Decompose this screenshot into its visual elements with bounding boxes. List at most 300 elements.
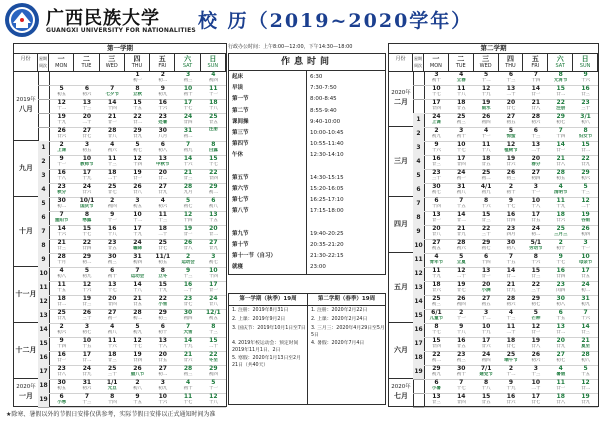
- lunar-label: 廿二: [132, 120, 142, 125]
- day-cell: [125, 127, 150, 141]
- day-cell: [100, 365, 125, 379]
- day-number: 4: [459, 71, 464, 78]
- lunar-label: 初八: [57, 274, 67, 279]
- lunar-label: 初二: [132, 316, 142, 321]
- lunar-label: 初八: [581, 358, 591, 363]
- month-label: [389, 71, 413, 127]
- lunar-label: 十三: [208, 330, 218, 335]
- lunar-label: 初六: [107, 148, 117, 153]
- lunar-label: 小雪: [158, 302, 168, 307]
- day-number: 17: [481, 337, 491, 344]
- day-number: 22: [481, 225, 491, 232]
- week-number: [38, 85, 49, 100]
- schedule-row: [229, 240, 385, 250]
- lunar-label: 十七: [107, 288, 117, 293]
- day-cell: [573, 99, 598, 113]
- semester-info-item: 1. 注册：2020年2月22日: [311, 308, 368, 313]
- week-row: [424, 295, 598, 310]
- lunar-label: 廿五: [581, 274, 591, 279]
- day-number: 20: [209, 225, 218, 232]
- lunar-label: 初六: [82, 386, 92, 391]
- day-number: 28: [133, 309, 142, 316]
- weekday-name-en: THU: [131, 62, 143, 69]
- lunar-label: 廿七: [82, 134, 92, 139]
- day-cell: [150, 281, 175, 295]
- lunar-label: 廿七: [107, 190, 117, 195]
- day-cell: [201, 211, 226, 225]
- day-cell: [548, 267, 573, 281]
- schedule-period: 第六节: [232, 186, 249, 192]
- day-cell: [424, 379, 449, 393]
- schedule-time: 8:55-9:40: [310, 107, 337, 114]
- week-number: 3: [38, 169, 49, 184]
- lunar-label: 初五: [431, 246, 441, 251]
- day-number: 22: [158, 295, 167, 302]
- day-number: 28: [531, 113, 541, 120]
- day-number: 20: [506, 99, 516, 106]
- lunar-label: 初五: [82, 148, 92, 153]
- day-cell: [125, 309, 150, 323]
- weekday-header: [125, 54, 150, 71]
- week-row: [49, 225, 226, 240]
- day-number: 11: [57, 281, 66, 288]
- day-cell: [100, 393, 125, 407]
- day-number: 8: [135, 85, 140, 92]
- day-number: 16: [183, 281, 193, 288]
- day-cell: [100, 239, 125, 253]
- lunar-label: 初十: [183, 92, 193, 97]
- lunar-label: 十六: [183, 162, 193, 167]
- day-number: 10: [82, 337, 92, 344]
- day-number: 12: [481, 85, 491, 92]
- day-cell: [573, 295, 598, 309]
- day-number: 2: [59, 323, 64, 330]
- lunar-label: 廿六: [57, 134, 67, 139]
- day-cell: [523, 127, 548, 141]
- day-cell: [424, 197, 449, 211]
- day-cell: [449, 155, 474, 169]
- day-number: 18: [457, 99, 466, 106]
- lunar-label: 廿七: [456, 288, 466, 293]
- day-cell: [125, 351, 150, 365]
- lunar-label: 初六: [456, 246, 466, 251]
- week-row: [49, 253, 226, 268]
- day-cell: [499, 239, 524, 253]
- lunar-label: 初八: [107, 330, 117, 335]
- day-cell: [523, 183, 548, 197]
- lunar-label: 十五: [132, 400, 142, 405]
- week-row: [49, 239, 226, 254]
- lunar-label: 十七: [183, 106, 193, 111]
- day-cell: [100, 127, 125, 141]
- day-number: 22: [531, 281, 541, 288]
- day-cell: [548, 379, 573, 393]
- day-number: 6: [434, 197, 439, 204]
- day-number: 14: [457, 211, 466, 218]
- week-number: 15: [38, 337, 49, 352]
- day-cell: [449, 253, 474, 267]
- month-name: 二月: [394, 97, 408, 106]
- day-cell: [449, 239, 474, 253]
- header: [0, 0, 610, 40]
- day-number: 30: [108, 253, 117, 260]
- day-cell: [175, 71, 200, 85]
- day-cell: [150, 239, 175, 253]
- day-number: 7: [185, 323, 191, 330]
- lunar-label: 初十: [158, 330, 168, 335]
- lunar-label: 初六: [82, 92, 92, 97]
- weekday-name-en: THU: [505, 62, 516, 69]
- day-number: 15: [209, 155, 218, 162]
- lunar-label: 二十: [506, 330, 516, 335]
- day-cell: [49, 365, 74, 379]
- day-cell: [474, 309, 499, 323]
- lunar-label: 廿九: [57, 316, 67, 321]
- day-cell: [74, 295, 99, 309]
- day-cell: [201, 365, 226, 379]
- day-cell: [424, 71, 449, 85]
- day-number: 31: [82, 379, 92, 386]
- day-number: 15: [133, 99, 142, 106]
- day-cell: [499, 113, 524, 127]
- day-cell: [424, 127, 449, 141]
- day-number: 17: [82, 351, 92, 358]
- lunar-label: 十四: [183, 218, 193, 223]
- day-number: 1: [135, 71, 140, 78]
- day-cell: [548, 253, 573, 267]
- day-number: 18: [108, 169, 117, 176]
- lunar-label: 初四: [456, 302, 466, 307]
- weekday-name-en: WED: [105, 62, 118, 69]
- day-number: 11: [506, 323, 516, 330]
- day-cell: [474, 393, 499, 407]
- day-number: 14: [183, 155, 193, 162]
- lunar-label: 初八: [208, 204, 218, 209]
- lunar-label: 十二: [57, 106, 67, 111]
- lunar-label: 廿九: [132, 134, 142, 139]
- day-number: 10: [531, 197, 541, 204]
- day-number: 16: [581, 85, 590, 92]
- month-name: 一月: [19, 391, 33, 400]
- lunar-label: 廿四: [456, 162, 466, 167]
- day-number: 16: [506, 211, 516, 218]
- lunar-label: 初十: [431, 78, 441, 83]
- day-number: 13: [506, 85, 516, 92]
- day-number: 9: [59, 155, 64, 162]
- lunar-label: 十八: [57, 176, 67, 181]
- day-cell: [125, 253, 150, 267]
- weekday-header: [474, 54, 499, 71]
- lunar-label: 廿四: [431, 106, 441, 111]
- day-number: 28: [581, 351, 590, 358]
- day-cell: [201, 267, 226, 281]
- lunar-label: 初七: [556, 120, 566, 125]
- day-cell: [125, 169, 150, 183]
- day-number: 30: [183, 309, 193, 316]
- month-name: 七月: [394, 391, 408, 400]
- lunar-label: 十九: [481, 330, 491, 335]
- day-number: 26: [133, 183, 142, 190]
- day-number: 2: [110, 197, 115, 204]
- lunar-label: 初四: [107, 204, 117, 209]
- lunar-label: 初九: [82, 274, 92, 279]
- day-number: 21: [457, 225, 466, 232]
- lunar-label: 初三: [183, 372, 193, 377]
- day-number: 7: [459, 379, 464, 386]
- lunar-label: 十三: [82, 400, 92, 405]
- lunar-label: 十二: [132, 218, 142, 223]
- week-number: 19: [413, 365, 424, 380]
- day-number: 11: [556, 197, 565, 204]
- lunar-label: 十九: [57, 120, 67, 125]
- day-number: 29: [481, 239, 491, 246]
- day-number: 15: [556, 85, 565, 92]
- day-cell: [548, 351, 573, 365]
- lunar-label: 初七: [531, 302, 541, 307]
- lunar-label: 十八: [208, 400, 218, 405]
- day-number: 10: [82, 155, 92, 162]
- day-cell: [573, 113, 598, 127]
- lunar-label: 十三: [506, 78, 516, 83]
- day-number: 4: [508, 309, 514, 316]
- week-row: [49, 71, 226, 86]
- lunar-label: 初四: [132, 260, 142, 265]
- schedule-time: 20:35-21:20: [310, 242, 344, 248]
- day-number: 17: [432, 99, 441, 106]
- lunar-label: 初九: [158, 386, 168, 391]
- day-number: 26: [183, 239, 193, 246]
- lunar-label: 九月: [183, 190, 193, 195]
- lunar-label: 廿三: [431, 400, 441, 405]
- day-cell: [150, 99, 175, 113]
- day-cell: [150, 253, 175, 267]
- week-number: 9: [38, 253, 49, 268]
- day-number: 15: [481, 393, 491, 400]
- day-number: 16: [432, 155, 441, 162]
- lunar-label: 冬至: [208, 358, 218, 363]
- day-number: 22: [556, 99, 565, 106]
- week-number: 17: [38, 365, 49, 380]
- day-number: 10: [481, 323, 491, 330]
- day-number: 11/1: [155, 253, 171, 260]
- weekday-header: [548, 54, 573, 71]
- lunar-label: 小暑: [431, 386, 441, 391]
- day-cell: [424, 393, 449, 407]
- day-cell: [523, 351, 548, 365]
- day-number: 5: [533, 309, 538, 316]
- lunar-label: 上课: [57, 148, 67, 153]
- lunar-label: 十五: [506, 260, 516, 265]
- lunar-label: 廿三: [431, 162, 441, 167]
- lunar-label: 初二: [431, 358, 441, 363]
- column-header: [14, 54, 226, 72]
- lunar-label: 惊蛰: [506, 134, 516, 139]
- lunar-label: 初十: [506, 190, 516, 195]
- lunar-label: 廿八: [556, 400, 566, 405]
- day-cell: [175, 393, 200, 407]
- lunar-label: 注册: [208, 127, 218, 132]
- semester-info-item: 1. 注册：2019年8月31日: [232, 308, 289, 313]
- day-number: 8: [211, 323, 216, 330]
- day-cell: [74, 337, 99, 351]
- schedule-row: [229, 195, 385, 205]
- day-cell: [573, 309, 598, 323]
- day-cell: [499, 85, 524, 99]
- lunar-label: 廿三: [183, 176, 193, 181]
- lunar-label: 廿七: [183, 302, 193, 307]
- week-number: 8: [38, 239, 49, 254]
- day-cell: [449, 197, 474, 211]
- day-cell: [175, 379, 200, 393]
- day-number: 11: [432, 267, 441, 274]
- day-number: 5: [583, 365, 588, 372]
- lunar-label: 初八: [506, 246, 516, 251]
- day-number: 18: [556, 211, 565, 218]
- weekday-name-en: FRI: [531, 62, 540, 69]
- lunar-label: 廿一: [132, 176, 142, 181]
- lunar-label: 十八: [132, 288, 142, 293]
- day-number: 4: [558, 365, 563, 372]
- week-row: [49, 323, 226, 338]
- day-number: 20: [556, 337, 565, 344]
- day-number: 6: [84, 85, 90, 92]
- day-number: 22: [82, 239, 92, 246]
- schedule-period: 第九节: [232, 230, 249, 237]
- lunar-label: 初一: [107, 316, 117, 321]
- day-number: 12: [531, 323, 541, 330]
- lunar-label: 初二: [183, 134, 193, 139]
- day-number: 1/1: [106, 379, 118, 386]
- day-number: 16: [457, 337, 466, 344]
- day-cell: [125, 267, 150, 281]
- month-column: [14, 71, 39, 406]
- day-number: 13: [209, 211, 218, 218]
- day-number: 3: [583, 239, 588, 246]
- week-row: [424, 155, 598, 170]
- day-number: 14: [506, 267, 516, 274]
- day-number: 30: [556, 295, 565, 302]
- day-cell: [449, 211, 474, 225]
- day-number: 2: [59, 141, 64, 148]
- weekday-header: [100, 54, 125, 71]
- day-number: 8: [558, 71, 563, 78]
- day-number: 27: [209, 239, 218, 246]
- day-cell: [449, 365, 474, 379]
- day-number: 21: [108, 113, 117, 120]
- lunar-label: 劳动节: [529, 246, 543, 251]
- lunar-label: 十一: [57, 162, 67, 167]
- day-cell: [175, 295, 200, 309]
- lunar-label: 十九: [556, 204, 566, 209]
- lunar-label: 廿五: [158, 358, 168, 363]
- day-cell: [499, 127, 524, 141]
- day-cell: [125, 155, 150, 169]
- lunar-label: 初五: [132, 204, 142, 209]
- day-cell: [175, 225, 200, 239]
- weekday-header: [150, 54, 175, 71]
- month-column: [389, 71, 414, 406]
- lunar-label: 十六: [531, 260, 541, 265]
- day-number: 29: [531, 295, 541, 302]
- lunar-label: 小满: [481, 288, 491, 293]
- day-cell: [474, 141, 499, 155]
- schedule-time: 12:30-14:10: [310, 152, 344, 159]
- day-number: 27: [531, 169, 541, 176]
- lunar-label: 二十: [531, 386, 541, 391]
- lunar-label: 十六: [581, 316, 591, 321]
- day-cell: [424, 309, 449, 323]
- lunar-label: 初八: [132, 386, 142, 391]
- day-number: 11: [108, 155, 117, 162]
- day-cell: [74, 113, 99, 127]
- lunar-label: 八月: [158, 134, 168, 139]
- day-number: 3: [211, 253, 216, 260]
- day-cell: [474, 379, 499, 393]
- lunar-label: 十一: [481, 134, 491, 139]
- day-number: 6/1: [431, 309, 442, 316]
- month-label: [14, 71, 38, 141]
- day-cell: [49, 197, 74, 211]
- semester-info-item: 2. 上课：2019年9月2日: [232, 317, 286, 322]
- day-number: 5: [484, 71, 489, 78]
- day-number: 12: [581, 379, 590, 386]
- month-label: [389, 197, 413, 253]
- day-cell: [523, 393, 548, 407]
- weekday-header: [424, 54, 449, 71]
- day-grid: [424, 71, 598, 406]
- schedule-row: [229, 162, 385, 172]
- schedule-time: 14:30-15:15: [310, 174, 344, 181]
- day-cell: [49, 85, 74, 99]
- lunar-label: 中秋节: [156, 162, 170, 167]
- day-number: 25: [506, 351, 516, 358]
- week-row: [49, 281, 226, 296]
- lunar-label: 初五: [158, 260, 168, 265]
- weekday-header: [201, 54, 226, 71]
- lunar-label: 十九: [82, 176, 92, 181]
- lunar-label: 廿三: [581, 330, 591, 335]
- day-number: 18: [209, 99, 218, 106]
- lunar-label: 十五: [208, 218, 218, 223]
- day-number: 5: [459, 253, 464, 260]
- day-number: 17: [209, 281, 218, 288]
- lunar-label: 二十: [208, 344, 218, 349]
- day-cell: [74, 127, 99, 141]
- day-cell: [150, 295, 175, 309]
- lunar-label: 廿四: [82, 246, 92, 251]
- week-number: 8: [413, 211, 424, 226]
- day-number: 2: [185, 253, 191, 260]
- lunar-label: 母亲节: [578, 260, 593, 265]
- day-number: 14: [57, 225, 66, 232]
- lunar-label: 谷雨: [581, 218, 591, 223]
- month-label: [389, 253, 413, 323]
- day-cell: [175, 169, 200, 183]
- lunar-label: 白露: [208, 148, 218, 153]
- day-cell: [74, 85, 99, 99]
- day-number: 26: [506, 169, 516, 176]
- lunar-label: 廿八: [183, 246, 193, 251]
- week-row: [49, 155, 226, 170]
- week-row: [49, 337, 226, 352]
- lunar-label: 初六: [531, 120, 541, 125]
- day-cell: [150, 197, 175, 211]
- schedule-period: 午休: [232, 152, 244, 159]
- lunar-label: 十一: [208, 92, 218, 97]
- day-number: 3: [459, 127, 464, 134]
- lunar-label: 初五: [208, 316, 218, 321]
- day-cell: [125, 393, 150, 407]
